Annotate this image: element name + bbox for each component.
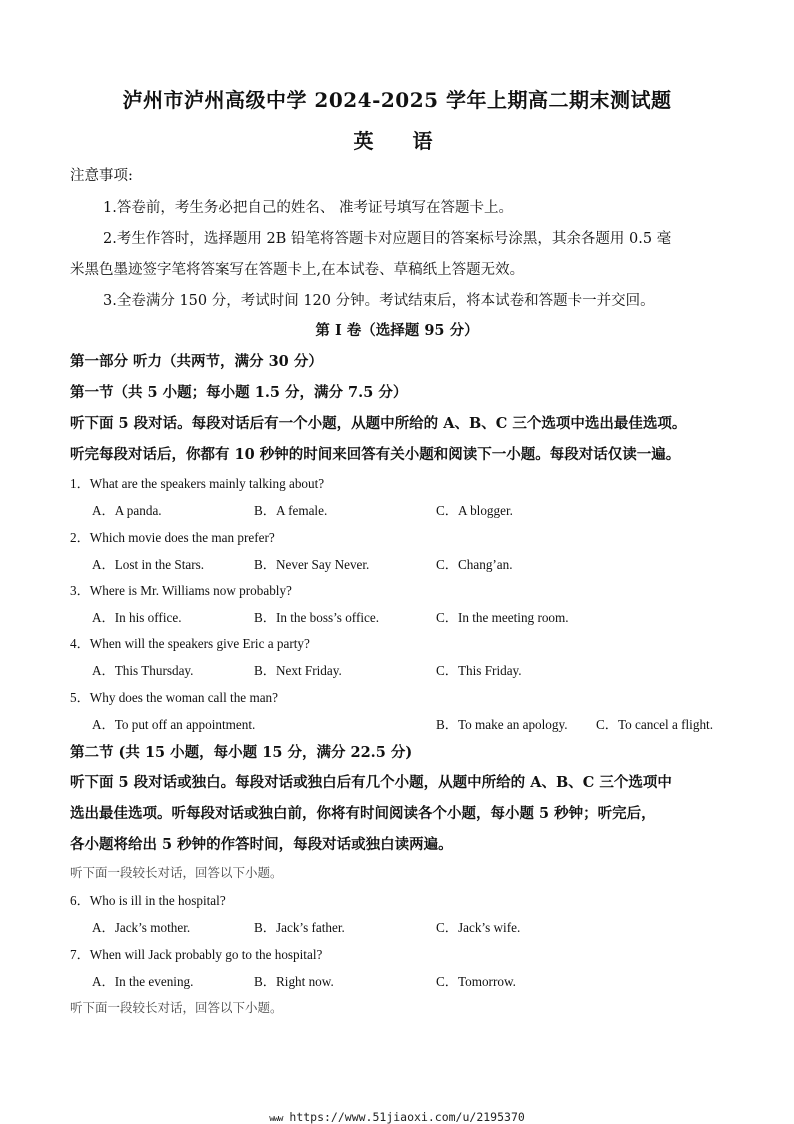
question-2-option-b: B．Never Say Never. [254,557,370,572]
footer-tag: www [269,1114,283,1124]
notice-heading: 注意事项: [70,168,133,184]
footer-url[interactable]: https://www.51jiaoxi.com/u/2195370 [289,1110,525,1124]
question-5: 5．Why does the woman call the man? [70,690,279,705]
question-3: 3．Where is Mr. Williams now probably? [70,583,292,598]
exam-title: 泸州市泸州高级中学 2024-2025 学年上期高二期末测试题 [122,88,672,112]
question-7-option-a: A．In the evening. [92,974,194,989]
part1-heading: 第一部分 听力（共两节，满分 30 分） [70,353,323,370]
question-4-option-c: C．This Friday. [436,663,522,678]
question-1-option-b: B．A female. [254,503,328,518]
question-5-option-a: A．To put off an appointment. [92,717,256,732]
listen-note: 听下面一段较长对话，回答以下小题。 [70,1000,283,1015]
question-2-option-c: C．Chang’an. [436,557,513,572]
footer-watermark [0,1110,794,1124]
question-1: 1．What are the speakers mainly talking about? [70,476,325,491]
subject-title: 英 语 [353,129,449,153]
question-7: 7．When will Jack probably go to the hospital? [70,947,323,962]
section2-instruction-line-2: 选出最佳选项。听每段对话或独白前，你将有时间阅读各个小题，每小题 5 秒钟；听完后， [70,805,656,822]
question-7-option-b: B．Right now. [254,974,334,989]
question-1-option-a: A．A panda. [92,503,162,518]
section1-instruction-line-2: 听完每段对话后，你都有 10 秒钟的时间来回答有关小题和阅读下一小题。每段对话仅读一遍。 [70,446,681,463]
volume-heading: 第 I 卷（选择题 95 分） [315,322,479,339]
section1-heading: 第一节（共 5 小题；每小题 1.5 分，满分 7.5 分） [70,384,408,401]
question-3-option-c: C．In the meeting room. [436,610,569,625]
question-7-option-c: C．Tomorrow. [436,974,516,989]
question-6: 6．Who is ill in the hospital? [70,893,226,908]
section1-instruction-line-1: 听下面 5 段对话。每段对话后有一个小题，从题中所给的 A、B、C 三个选项中选出最佳选项。 [70,415,687,432]
question-3-option-b: B．In the boss’s office. [254,610,380,625]
notice-item-3: 3.全卷满分 150 分，考试时间 120 分钟。考试结束后，将本试卷和答题卡一并交回。 [103,293,655,309]
section2-instruction-line-3: 各小题将给出 5 秒钟的作答时间，每段对话或独白读两遍。 [70,836,453,853]
question-2-option-a: A．Lost in the Stars. [92,557,205,572]
question-1-option-c: C．A blogger. [436,503,513,518]
listen-note: 听下面一段较长对话，回答以下小题。 [70,865,283,880]
notice-item-2-line-2: 米黑色墨迹签字笔将答案写在答题卡上,在本试卷、草稿纸上答题无效。 [70,262,525,278]
notice-item-1: 1.答卷前，考生务必把自己的姓名、 准考证号填写在答题卡上。 [103,200,513,216]
question-2: 2．Which movie does the man prefer? [70,530,275,545]
question-6-option-b: B．Jack’s father. [254,920,345,935]
question-3-option-a: A．In his office. [92,610,182,625]
question-5-option-b: B．To make an apology. [436,717,568,732]
question-5-option-c: C．To cancel a flight. [596,717,713,732]
question-6-option-c: C．Jack’s wife. [436,920,521,935]
question-4: 4．When will the speakers give Eric a party? [70,636,310,651]
section2-heading: 第二节 (共 15 小题，每小题 15 分，满分 22.5 分) [70,744,413,761]
question-4-option-a: A．This Thursday. [92,663,194,678]
section2-instruction-line-1: 听下面 5 段对话或独白。每段对话或独白后有几个小题，从题中所给的 A、B、C 三个选项中 [70,774,672,791]
question-4-option-b: B．Next Friday. [254,663,342,678]
notice-item-2-line-1: 2.考生作答时，选择题用 2B 铅笔将答题卡对应题目的答案标号涂黑，其余各题用 0.5 毫 [103,231,672,247]
question-6-option-a: A．Jack’s mother. [92,920,191,935]
